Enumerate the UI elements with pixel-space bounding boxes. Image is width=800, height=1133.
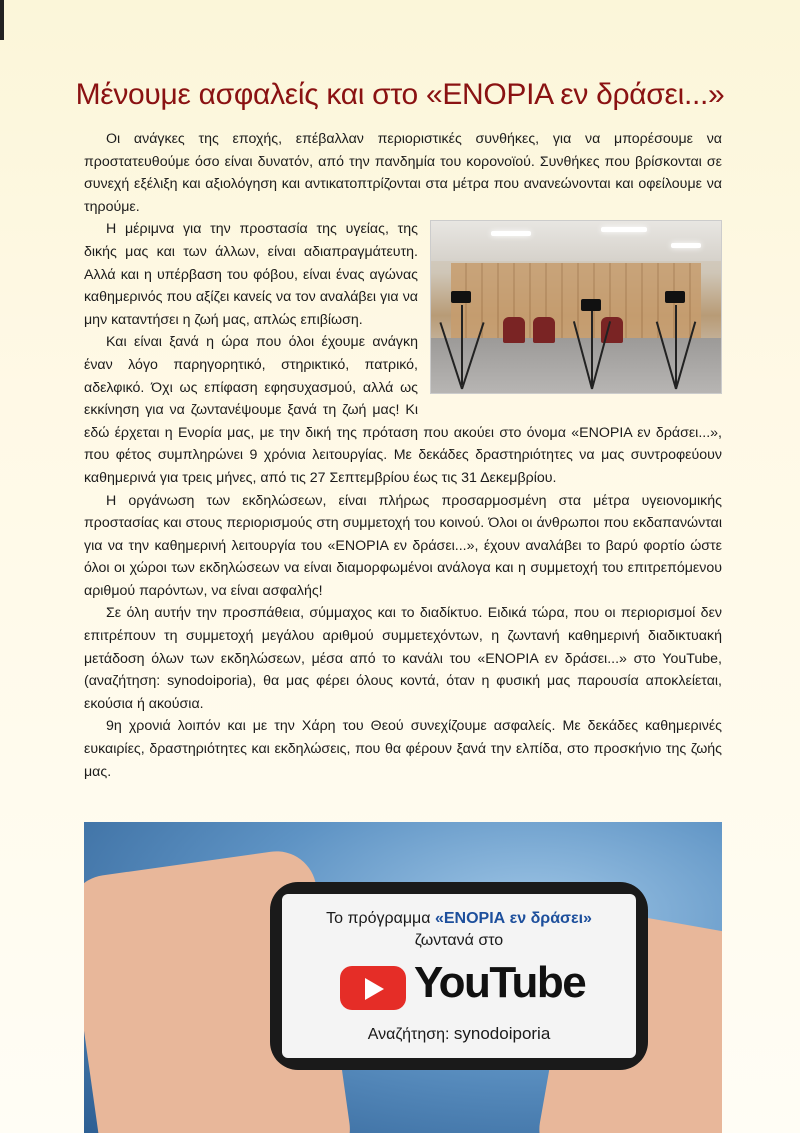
promo-live-line: ζωντανά στο <box>414 932 504 949</box>
paragraph-6 <box>84 715 722 783</box>
paragraph-6-text: 9η χρονιά λοιπόν και με την Χάρη του Θεού συνεχίζουμε ασφαλείς. Με δεκάδες καθημερινές ευκαιρίες, δραστηριότητες και εκδηλώσεις, που θα φέρουν ξανά την ελπίδα, στο προσκήνιο της ζωής μας. <box>84 718 722 780</box>
promo-search-line <box>282 1024 636 1044</box>
search-keyword: synodoiporia <box>453 1024 551 1043</box>
studio-photo <box>430 220 722 394</box>
phone-screen <box>282 894 636 1058</box>
play-icon <box>340 966 406 1010</box>
paragraph-4-text: Η οργάνωση των εκδηλώσεων, είναι πλήρως προσαρμοσμένη στα μέτρα υγειονομικής προστασίας και στους περιορισμούς στη συμμετοχή του κοινού. Όλοι οι άνθρωποι που εκδαπανώνται για να την καθημερινή λειτουργία του «ΕΝΟΡΙΑ εν δράσει...», έχουν αναλάβει το βαρύ φορτίο ώστε όλοι οι χώροι των εκδηλώσεων να είναι διαμορφωμένοι ανάλογα και η συμμετοχή του επιτρεπόμενου αριθμού παρόντων, να είναι ασφαλής! <box>84 492 722 599</box>
search-label: Αναζήτηση: <box>367 1026 454 1043</box>
paragraph-4 <box>84 490 722 603</box>
paragraph-2-text: Η μέριμνα για την προστασία της υγείας, της δικής μας και των άλλων, είναι αδιαπραγμάτευτη. Αλλά και η υπέρβαση του φόβου, είναι ένας αγώνας καθημερινός που αξίζει κανείς να τον αναλάβει για να μην καταντήσει η ζωή μας, απλώς επιβίωση. <box>84 221 418 328</box>
youtube-wordmark: YouTube <box>414 958 586 1007</box>
promo-program-line <box>282 910 636 928</box>
paragraph-5 <box>84 602 722 715</box>
page-edge-mark <box>0 0 4 40</box>
promo-highlight: «ΕΝΟΡΙΑ εν δράσει» <box>434 910 592 927</box>
paragraph-1 <box>84 128 722 218</box>
article-title: Μένουμε ασφαλείς και στο «ΕΝΟΡΙΑ εν δράσει...» <box>75 78 725 111</box>
youtube-logo <box>340 958 586 1012</box>
promo-prefix: Το πρόγραμμα <box>326 910 435 927</box>
paragraph-5-text: Σε όλη αυτήν την προσπάθεια, σύμμαχος και το διαδίκτυο. Ειδικά τώρα, που οι περιορισμοί δεν επιτρέπουν τη συμμετοχή μεγάλου αριθμού συμμετεχόντων, η ζωντανή καθημερινή διαδικτυακή μετάδοση όλων των εκδηλώσεων, μέσα από το κανάλι του «ΕΝΟΡΙΑ εν δράσει...» στο YouTube, (αναζήτηση: synodoiporia), θα μας φέρει όλους κοντά, όταν η φυσική μας παρουσία αποκλείεται, εκούσια ή ακούσια. <box>84 605 722 712</box>
youtube-promo-image <box>84 822 722 1133</box>
smartphone <box>270 882 648 1070</box>
article-body <box>84 128 722 783</box>
paragraph-3-text: Και είναι ξανά η ώρα που όλοι έχουμε ανάγκη έναν λόγο παρηγορητικό, στηρικτικό, πατρικό, αδελφικό. Όχι ως επίφαση εφησυχασμού, αλλά ως εκκίνηση για να ζωντανέψουμε ξανά τη ζωή μας! Κι εδώ έρχεται η Ενορία μας, με την δική της πρόταση που ακούει στο όνομα «ΕΝΟΡΙΑ εν δράσει...», που φέτος συμπληρώνει 9 χρόνια λειτουργίας. Με δεκάδες δραστηριότητες να μας συντροφεύουν καθημερινά για τρεις μήνες, από τις 27 Σεπτεμβρίου έως τις 31 Δεκεμβρίου. <box>84 334 722 486</box>
paragraph-1-text: Οι ανάγκες της εποχής, επέβαλλαν περιοριστικές συνθήκες, για να μπορέσουμε να προστατευθούμε όσο είναι δυνατόν, από την πανδημία του κορονοϊού. Συνθήκες που βρίσκονται σε συνεχή εξέλιξη και αξιολόγηση και αντικατοπτρίζονται στα μέτρα που ανανεώνονται και οφείλουμε να τηρούμε. <box>84 131 722 215</box>
